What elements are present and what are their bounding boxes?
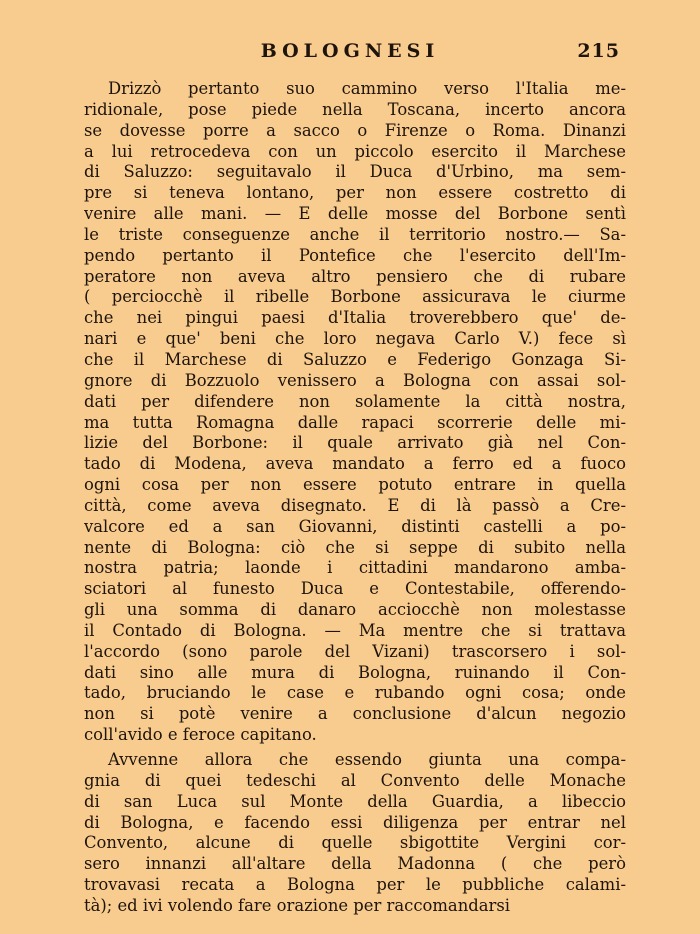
text-line: Drizzò pertanto suo cammino verso l'Italia me- (108, 79, 626, 98)
text-line: gnore di Bozzuolo venissero a Bologna con assai sol- (84, 370, 626, 390)
text-line: il Contado di Bologna. — Ma mentre che si trattava (84, 620, 626, 640)
text-line: che nei pingui paesi d'Italia troverebbero que' de- (84, 308, 626, 328)
text-line: se dovesse porre a sacco o Firenze o Roma. Dinanzi (84, 120, 626, 140)
text-line: nari e que' beni che loro negava Carlo V.) fece sì (84, 329, 626, 349)
text-line: dati per difendere non solamente la città nostra, (84, 391, 626, 411)
text-line: le triste conseguenze anche il territorio nostro.— Sa- (84, 224, 626, 244)
text-line: dati sino alle mura di Bologna, ruinando il Con- (84, 662, 626, 682)
text-line: tado, bruciando le case e rubando ogni cosa; onde (84, 683, 626, 703)
text-line: sciatori al funesto Duca e Contestabile, offerendo- (84, 579, 626, 599)
text-line: pre si teneva lontano, per non essere costretto di (84, 183, 626, 203)
text-line: città, come aveva disegnato. E di là passò a Cre- (84, 495, 626, 515)
text-line: ogni cosa per non essere potuto entrare in quella (84, 475, 626, 495)
running-head (80, 40, 620, 70)
body-text (84, 79, 626, 917)
text-line: ridionale, pose piede nella Toscana, incerto ancora (84, 99, 626, 119)
text-line: nente di Bologna: ciò che si seppe di subito nella (84, 537, 626, 557)
text-line: valcore ed a san Giovanni, distinti castelli a po- (84, 516, 626, 536)
text-line: l'accordo (sono parole del Vizani) trascorsero i sol- (84, 641, 626, 661)
page-number: 215 (577, 40, 620, 62)
text-line: coll'avido e feroce capitano. (84, 725, 317, 745)
text-line: pendo pertanto il Pontefice che l'esercito dell'Im- (84, 245, 626, 265)
text-line: gnia di quei tedeschi al Convento delle Monache (84, 770, 626, 790)
text-line: venire alle mani. — E delle mosse del Borbone sentì (84, 204, 626, 224)
text-line: che il Marchese di Saluzzo e Federigo Gonzaga Si- (84, 349, 626, 369)
text-line: Avvenne allora che essendo giunta una compa- (108, 750, 626, 769)
text-line: lizie del Borbone: il quale arrivato già nel Con- (84, 433, 626, 453)
text-line: trovavasi recata a Bologna per le pubbliche calami- (84, 875, 626, 895)
text-line: gli una somma di danaro acciocchè non molestasse (84, 600, 626, 620)
text-line: ma tutta Romagna dalle rapaci scorrerie delle mi- (84, 412, 626, 432)
text-line: peratore non aveva altro pensiero che di rubare (84, 266, 626, 286)
text-line: di Bologna, e facendo essi diligenza per entrar nel (84, 812, 626, 832)
running-title: BOLOGNESI (260, 40, 440, 62)
text-line: di Saluzzo: seguitavalo il Duca d'Urbino, ma sem- (84, 162, 626, 182)
text-line: tado di Modena, aveva mandato a ferro ed a fuoco (84, 454, 626, 474)
text-line: non si potè venire a conclusione d'alcun negozio (84, 704, 626, 724)
text-line: nostra patria; laonde i cittadini mandarono amba- (84, 558, 626, 578)
text-line: di san Luca sul Monte della Guardia, a libeccio (84, 791, 626, 811)
text-line: a lui retrocedeva con un piccolo esercito il Marchese (84, 141, 626, 161)
text-line: ( perciocchè il ribelle Borbone assicurava le ciurme (84, 287, 626, 307)
text-line: Convento, alcune di quelle sbigottite Vergini cor- (84, 833, 626, 853)
text-line: tà); ed ivi volendo fare orazione per raccomandarsi (84, 895, 511, 915)
text-line: sero innanzi all'altare della Madonna ( che però (84, 854, 626, 874)
